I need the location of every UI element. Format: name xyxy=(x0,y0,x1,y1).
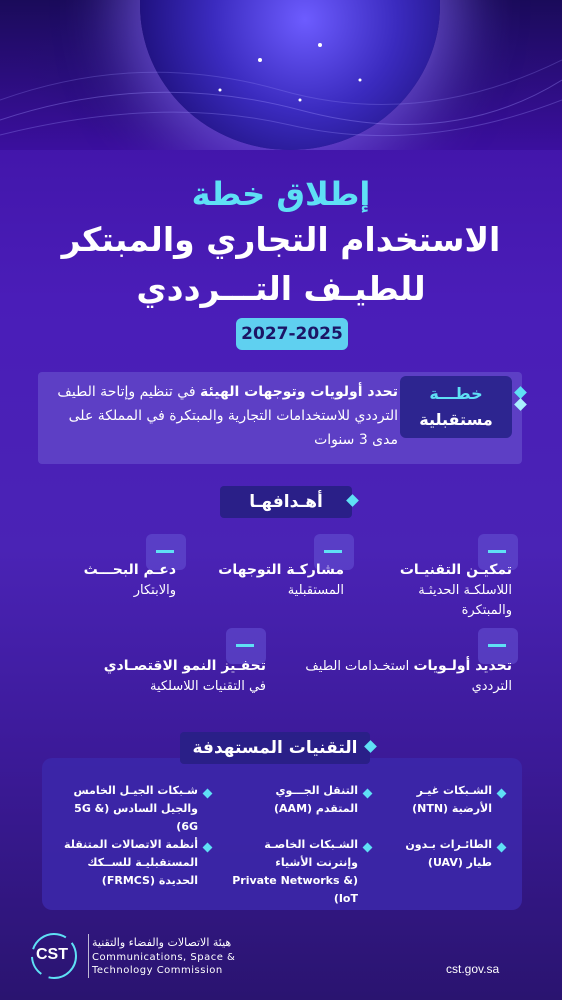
goal-item-4 xyxy=(300,656,512,697)
website-link[interactable]: cst.gov.sa xyxy=(446,962,500,976)
goal-1-title: تمكيـن التقنيـات xyxy=(399,562,512,578)
goal-4-title: تحديد أولـويات xyxy=(413,658,512,674)
tech-item-3: شـبكات الجيـل الخامس والجيل السادس (5G & 6G) xyxy=(73,784,198,833)
tech-item-2: التنقل الجـــوي المتقدم (AAM) xyxy=(274,784,358,815)
tech-item-6: أنظمة الاتصالات المتنقلة المستقبليـة للســكك الحديدة (FRMCS) xyxy=(64,838,198,887)
goal-4-text: استخـدامات الطيف الترددي xyxy=(305,659,512,694)
main-title xyxy=(0,172,562,314)
goal-2-title: مشاركـة التوجهات xyxy=(218,562,344,578)
goal-3-text: والابتكار xyxy=(133,583,176,598)
title-line-2: الاستخدام التجاري والمبتكر xyxy=(61,220,501,259)
tech-item-4: الطائـرات بـدون طيار (UAV) xyxy=(405,838,492,869)
goal-item-3 xyxy=(36,560,176,601)
plan-text-rest: في تنظيم وإتاحة الطيف الترددي للاستخدامات التجارية والمبتكرة في المملكة على مدى 3 سنوات xyxy=(57,384,398,448)
plan-description xyxy=(48,380,398,452)
years-badge: 2027-2025 xyxy=(236,318,348,350)
goal-5-title: تحفـيز النمو الاقتصـادي xyxy=(103,658,266,674)
goal-1-text: اللاسلكـة الحديثـة والمبتكرة xyxy=(418,583,512,618)
goal-5-text: في التقنيات اللاسلكية xyxy=(149,679,266,694)
plan-badge-line-1: خطـــة xyxy=(429,384,483,403)
tech-heading: التقنيات المستهدفة xyxy=(180,732,370,764)
org-name xyxy=(92,936,235,977)
goal-2-text: المستقبلية xyxy=(287,583,344,598)
goal-item-1 xyxy=(376,560,512,621)
title-line-1: إطلاق خطة xyxy=(191,175,371,213)
org-name-ar: هيئة الاتصالات والفضاء والتقنية xyxy=(92,936,232,949)
tech-item-5: الشـبكات الخاصـة وإنترنت الأشياء (Private Networks & IoT) xyxy=(232,838,358,905)
goal-item-5 xyxy=(40,656,266,697)
tech-item-1: الشـبكات غيـر الأرضية (NTN) xyxy=(412,784,492,815)
org-name-en-1: Communications, Space & xyxy=(92,952,236,963)
goal-3-title: دعـم البحـــث xyxy=(83,562,176,578)
cst-logo-text: CST xyxy=(36,946,68,963)
org-name-en-2: Technology Commission xyxy=(92,965,223,976)
plan-text-bold: تحدد أولويات وتوجهات الهيئة xyxy=(200,384,398,400)
goal-item-2 xyxy=(200,560,344,601)
network-lines xyxy=(0,0,562,150)
plan-badge xyxy=(400,376,512,438)
hero-globe-image xyxy=(0,0,562,150)
footer-divider xyxy=(88,934,89,978)
goals-heading: أهـدافهـا xyxy=(220,486,352,518)
cst-logo xyxy=(28,930,80,982)
title-line-3: للطيـف التـــرددي xyxy=(136,269,426,308)
plan-badge-line-2: مستقبلية xyxy=(419,410,493,429)
